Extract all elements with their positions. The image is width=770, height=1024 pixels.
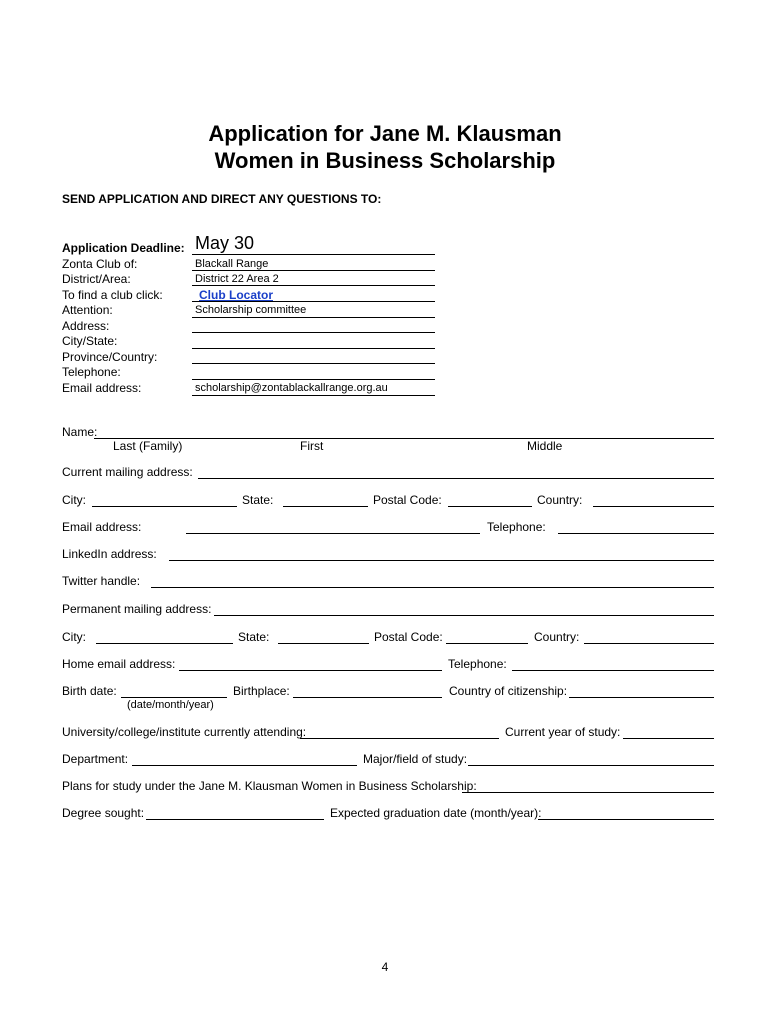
last-name-hint: Last (Family) bbox=[113, 439, 183, 453]
name-label: Name: bbox=[62, 425, 98, 439]
email-field[interactable] bbox=[186, 520, 480, 534]
province-country-label: Province/Country: bbox=[62, 350, 158, 364]
attention-label: Attention: bbox=[62, 303, 113, 317]
home-email-field[interactable] bbox=[179, 657, 442, 671]
perm-state-label: State: bbox=[238, 630, 270, 644]
country-field[interactable] bbox=[593, 493, 714, 507]
home-telephone-field[interactable] bbox=[512, 657, 714, 671]
perm-postal-code-field[interactable] bbox=[446, 630, 528, 644]
send-heading: SEND APPLICATION AND DIRECT ANY QUESTIONS TO: bbox=[62, 192, 382, 206]
graduation-label: Expected graduation date (month/year): bbox=[330, 806, 542, 820]
perm-country-field[interactable] bbox=[584, 630, 714, 644]
form-title-line2: Women in Business Scholarship bbox=[214, 148, 556, 173]
find-club-line bbox=[192, 301, 435, 302]
address-label: Address: bbox=[62, 319, 110, 333]
state-label: State: bbox=[242, 493, 274, 507]
graduation-field[interactable] bbox=[538, 806, 714, 820]
degree-label: Degree sought: bbox=[62, 806, 145, 820]
perm-country-label: Country: bbox=[534, 630, 580, 644]
twitter-label: Twitter handle: bbox=[62, 574, 141, 588]
plans-field[interactable] bbox=[462, 779, 714, 793]
department-label: Department: bbox=[62, 752, 129, 766]
current-address-field[interactable] bbox=[198, 465, 714, 479]
contact-email-line bbox=[192, 395, 435, 396]
home-telephone-label: Telephone: bbox=[448, 657, 507, 671]
email-label: Email address: bbox=[62, 520, 142, 534]
district-label: District/Area: bbox=[62, 272, 131, 286]
first-name-hint: First bbox=[300, 439, 324, 453]
city-field[interactable] bbox=[92, 493, 237, 507]
birth-date-hint: (date/month/year) bbox=[127, 699, 214, 711]
club-value: Blackall Range bbox=[195, 258, 269, 270]
twitter-field[interactable] bbox=[151, 574, 714, 588]
contact-email-value: scholarship@zontablackallrange.org.au bbox=[195, 382, 388, 394]
find-club-label: To find a club click: bbox=[62, 288, 163, 302]
deadline-label: Application Deadline: bbox=[62, 241, 185, 255]
attention-value: Scholarship committee bbox=[195, 304, 307, 316]
page-number: 4 bbox=[381, 960, 389, 974]
telephone-label: Telephone: bbox=[487, 520, 546, 534]
birthplace-field[interactable] bbox=[293, 684, 442, 698]
postal-code-label: Postal Code: bbox=[373, 493, 442, 507]
middle-name-hint: Middle bbox=[527, 439, 563, 453]
city-state-label: City/State: bbox=[62, 334, 118, 348]
perm-postal-code-label: Postal Code: bbox=[374, 630, 443, 644]
plans-label: Plans for study under the Jane M. Klausman Women in Business Scholarship: bbox=[62, 779, 477, 793]
citizenship-label: Country of citizenship: bbox=[449, 684, 568, 698]
birth-date-field[interactable] bbox=[121, 684, 227, 698]
name-field[interactable] bbox=[94, 425, 714, 439]
state-field[interactable] bbox=[283, 493, 368, 507]
year-of-study-field[interactable] bbox=[623, 725, 714, 739]
country-label: Country: bbox=[537, 493, 583, 507]
perm-city-field[interactable] bbox=[96, 630, 233, 644]
telephone-field[interactable] bbox=[558, 520, 714, 534]
district-line bbox=[192, 285, 435, 286]
birthplace-label: Birthplace: bbox=[233, 684, 290, 698]
postal-code-field[interactable] bbox=[448, 493, 532, 507]
degree-field[interactable] bbox=[146, 806, 324, 820]
contact-province-field[interactable] bbox=[192, 350, 435, 364]
major-field[interactable] bbox=[468, 752, 714, 766]
attention-line bbox=[192, 317, 435, 318]
contact-telephone-field[interactable] bbox=[192, 366, 435, 380]
university-label: University/college/institute currently attending: bbox=[62, 725, 307, 739]
year-of-study-label: Current year of study: bbox=[505, 725, 621, 739]
perm-state-field[interactable] bbox=[278, 630, 369, 644]
major-label: Major/field of study: bbox=[363, 752, 468, 766]
club-line bbox=[192, 270, 435, 271]
linkedin-field[interactable] bbox=[169, 547, 714, 561]
city-label: City: bbox=[62, 493, 86, 507]
permanent-address-field[interactable] bbox=[214, 602, 714, 616]
club-locator-link[interactable]: Club Locator bbox=[199, 288, 273, 302]
district-value: District 22 Area 2 bbox=[195, 273, 279, 285]
deadline-line bbox=[192, 254, 435, 255]
club-label: Zonta Club of: bbox=[62, 257, 138, 271]
linkedin-label: LinkedIn address: bbox=[62, 547, 157, 561]
birth-date-label: Birth date: bbox=[62, 684, 117, 698]
citizenship-field[interactable] bbox=[569, 684, 714, 698]
home-email-label: Home email address: bbox=[62, 657, 176, 671]
university-field[interactable] bbox=[300, 725, 499, 739]
contact-address-field[interactable] bbox=[192, 319, 435, 333]
perm-city-label: City: bbox=[62, 630, 86, 644]
contact-email-label: Email address: bbox=[62, 381, 142, 395]
permanent-address-label: Permanent mailing address: bbox=[62, 602, 212, 616]
deadline-value: May 30 bbox=[195, 233, 255, 253]
current-address-label: Current mailing address: bbox=[62, 465, 193, 479]
form-title-line1: Application for Jane M. Klausman bbox=[208, 121, 562, 146]
contact-telephone-label: Telephone: bbox=[62, 365, 121, 379]
contact-city-state-field[interactable] bbox=[192, 335, 435, 349]
department-field[interactable] bbox=[132, 752, 357, 766]
